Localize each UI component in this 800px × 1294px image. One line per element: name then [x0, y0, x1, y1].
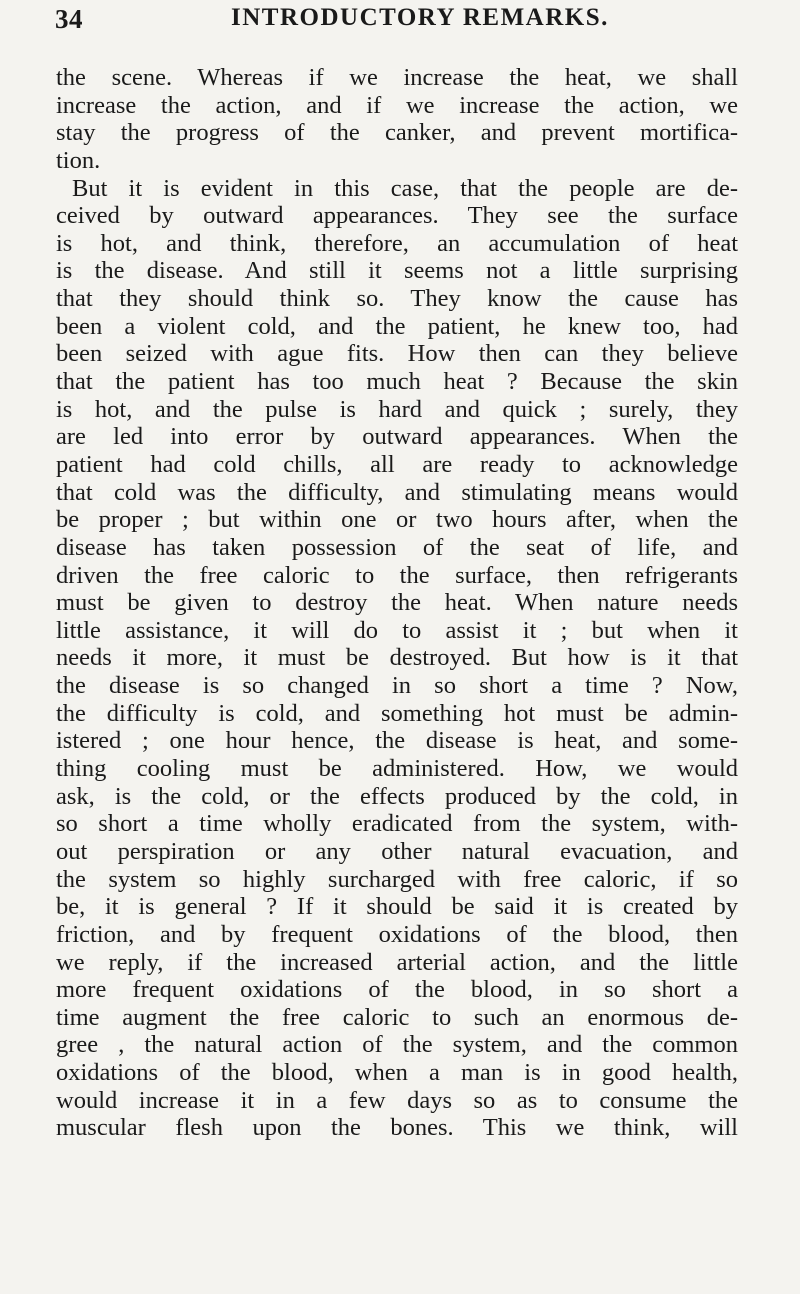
body-text — [56, 64, 738, 1142]
text-line: needs it more, it must be destroyed. But how is it that — [56, 644, 738, 672]
text-line: out perspiration or any other natural evacuation, and — [56, 837, 738, 865]
text-line: we reply, if the increased arterial action, and the little — [56, 948, 738, 976]
text-line: gree , the natural action of the system, and the common — [56, 1031, 738, 1059]
text-line: friction, and by frequent oxidations of the blood, then — [56, 920, 738, 948]
text-line: is hot, and the pulse is hard and quick ; surely, they — [56, 395, 738, 423]
text-line: But it is evident in this case, that the people are de- — [72, 174, 738, 202]
text-line: the difficulty is cold, and something hot must be admin- — [56, 699, 738, 727]
text-line: time augment the free caloric to such an enormous de- — [56, 1003, 738, 1031]
text-line: ceived by outward appearances. They see the surface — [56, 202, 738, 230]
text-line: patient had cold chills, all are ready to acknowledge — [56, 450, 738, 478]
text-line: the system so highly surcharged with free caloric, if so — [56, 865, 738, 893]
text-line: disease has taken possession of the seat of life, and — [56, 533, 738, 561]
text-line: tion. — [56, 146, 101, 174]
running-title: INTRODUCTORY REMARKS. — [231, 4, 609, 31]
text-line: muscular flesh upon the bones. This we think, will — [56, 1114, 738, 1142]
text-line: increase the action, and if we increase the action, we — [56, 91, 738, 119]
text-line: be proper ; but within one or two hours after, when the — [56, 506, 738, 534]
text-line: that they should think so. They know the cause has — [56, 285, 738, 313]
text-line: little assistance, it will do to assist it ; but when it — [56, 616, 738, 644]
text-line: ask, is the cold, or the effects produced by the cold, in — [56, 782, 738, 810]
text-line: been seized with ague fits. How then can they believe — [56, 340, 738, 368]
text-line: been a violent cold, and the patient, he knew too, had — [56, 312, 738, 340]
page-number: 34 — [55, 4, 83, 34]
text-line: driven the free caloric to the surface, then refrigerants — [56, 561, 738, 589]
text-line: that the patient has too much heat ? Because the skin — [56, 368, 738, 396]
text-line: are led into error by outward appearances. When the — [56, 423, 738, 451]
text-line: is the disease. And still it seems not a little surprising — [56, 257, 738, 285]
text-line: stay the progress of the canker, and prevent mortifica- — [56, 119, 738, 147]
text-line: istered ; one hour hence, the disease is heat, and some- — [56, 727, 738, 755]
text-line: must be given to destroy the heat. When nature needs — [56, 589, 738, 617]
text-line: would increase it in a few days so as to consume the — [56, 1086, 738, 1114]
text-line: be, it is general ? If it should be said it is created by — [56, 893, 738, 921]
text-line: that cold was the difficulty, and stimulating means would — [56, 478, 738, 506]
text-line: is hot, and think, therefore, an accumulation of heat — [56, 229, 738, 257]
text-line: oxidations of the blood, when a man is in good health, — [56, 1059, 738, 1087]
text-line: so short a time wholly eradicated from the system, with- — [56, 810, 738, 838]
running-head — [40, 4, 760, 38]
text-line: the scene. Whereas if we increase the heat, we shall — [56, 64, 738, 91]
text-line: thing cooling must be administered. How, we would — [56, 755, 738, 783]
text-line: more frequent oxidations of the blood, in so short a — [56, 976, 738, 1004]
text-line: the disease is so changed in so short a time ? Now, — [56, 672, 738, 700]
